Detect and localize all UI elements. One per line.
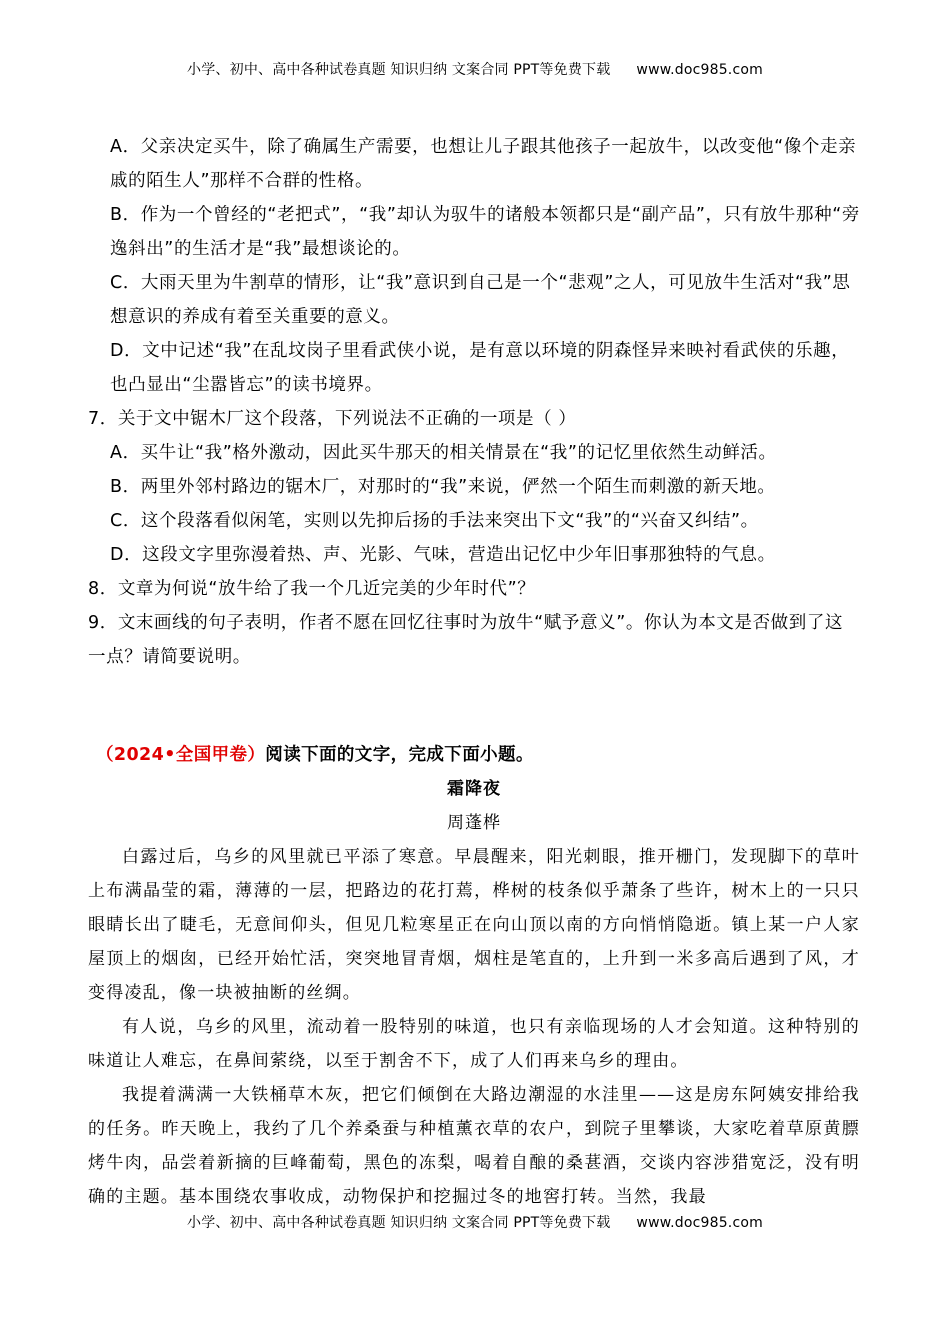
- q6-option-a: A．父亲决定买牛，除了确属生产需要，也想让儿子跟其他孩子一起放牛，以改变他“像个走亲戚的陌生人”那样不合群的性格。: [110, 137, 857, 191]
- footer-text: 小学、初中、高中各种试卷真题 知识归纳 文案合同 PPT等免费下载: [187, 1215, 611, 1231]
- q6-option-d: D．文中记述“我”在乱坟岗子里看武侠小说，是有意以环境的阴森怪异来映衬看武侠的乐趣，也凸显出“尘嚣皆忘”的读书境界。: [110, 341, 850, 395]
- q6-option-c: C．大雨天里为牛割草的情形，让“我”意识到自己是一个“悲观”之人，可见放牛生活对“我”思想意识的养成有着至关重要的意义。: [110, 273, 851, 327]
- q6-options: [88, 130, 860, 402]
- passage-instruction: 阅读下面的文字，完成下面小题。: [265, 745, 534, 765]
- passage-author: 周蓬桦: [447, 813, 501, 833]
- passage-paragraph-3: 我提着满满一大铁桶草木灰，把它们倾倒在大路边潮湿的水洼里——这是房东阿姨安排给我的任务。昨天晚上，我约了几个养桑蚕与种植薰衣草的农户，到院子里攀谈，大家吃着草原黄膘烤牛肉，品尝着新摘的巨峰葡萄，黑色的冻梨，喝着自酿的桑葚酒，交谈内容涉猎宽泛，没有明确的主题。基本围绕农事收成，动物保护和挖掘过冬的地窖打转。当然，我最: [88, 1085, 860, 1207]
- q7-stem: 7．关于文中锯木厂这个段落，下列说法不正确的一项是（ ）: [88, 409, 577, 429]
- q9-stem: 9．文末画线的句子表明，作者不愿在回忆往事时为放牛“赋予意义”。你认为本文是否做到了这一点？请简要说明。: [88, 613, 844, 667]
- q7-options: [88, 436, 860, 572]
- q6-option-b: B．作为一个曾经的“老把式”，“我”却认为驭牛的诸般本领都只是“副产品”，只有放牛那种“旁逸斜出”的生活才是“我”最想谈论的。: [110, 205, 860, 259]
- q7-option-c: C．这个段落看似闲笔，实则以先抑后扬的手法来突出下文“我”的“兴奋又纠结”。: [110, 511, 759, 531]
- header-text: 小学、初中、高中各种试卷真题 知识归纳 文案合同 PPT等免费下载: [187, 62, 611, 78]
- passage-paragraph-1: 白露过后，乌乡的风里就已平添了寒意。早晨醒来，阳光刺眼，推开栅门，发现脚下的草叶上布满晶莹的霜，薄薄的一层，把路边的花打蔫，桦树的枝条似乎萧条了些许，树木上的一只只眼睛长出了睫毛，无意间仰头，但见几粒寒星正在向山顶以南的方向悄悄隐逝。镇上某一户人家屋顶上的烟囱，已经开始忙活，突突地冒青烟，烟柱是笔直的，上升到一米多高后遇到了风，才变得凌乱，像一块被抽断的丝绸。: [88, 847, 860, 1003]
- source-tag: （2024•全国甲卷）: [96, 745, 266, 765]
- passage-paragraph-2: 有人说，乌乡的风里，流动着一股特别的味道，也只有亲临现场的人才会知道。这种特别的味道让人难忘，在鼻间萦绕，以至于割舍不下，成了人们再来乌乡的理由。: [88, 1017, 860, 1071]
- q7-option-a: A．买牛让“我”格外激动，因此买牛那天的相关情景在“我”的记忆里依然生动鲜活。: [110, 443, 777, 463]
- page-footer: [0, 1212, 950, 1232]
- header-site-link[interactable]: www.doc985.com: [636, 62, 763, 78]
- passage-intro: [88, 738, 860, 772]
- q8-stem: 8．文章为何说“放牛给了我一个几近完美的少年时代”？: [88, 579, 536, 599]
- passage-title: 霜降夜: [447, 779, 501, 799]
- page-header: [0, 59, 950, 79]
- q7-option-d: D．这段文字里弥漫着热、声、光影、气味，营造出记忆中少年旧事那独特的气息。: [110, 545, 776, 565]
- footer-site-link[interactable]: www.doc985.com: [636, 1215, 763, 1231]
- section-gap: [88, 674, 860, 738]
- q7-option-b: B．两里外邻村路边的锯木厂，对那时的“我”来说，俨然一个陌生而刺激的新天地。: [110, 477, 776, 497]
- document-body: [88, 130, 860, 1214]
